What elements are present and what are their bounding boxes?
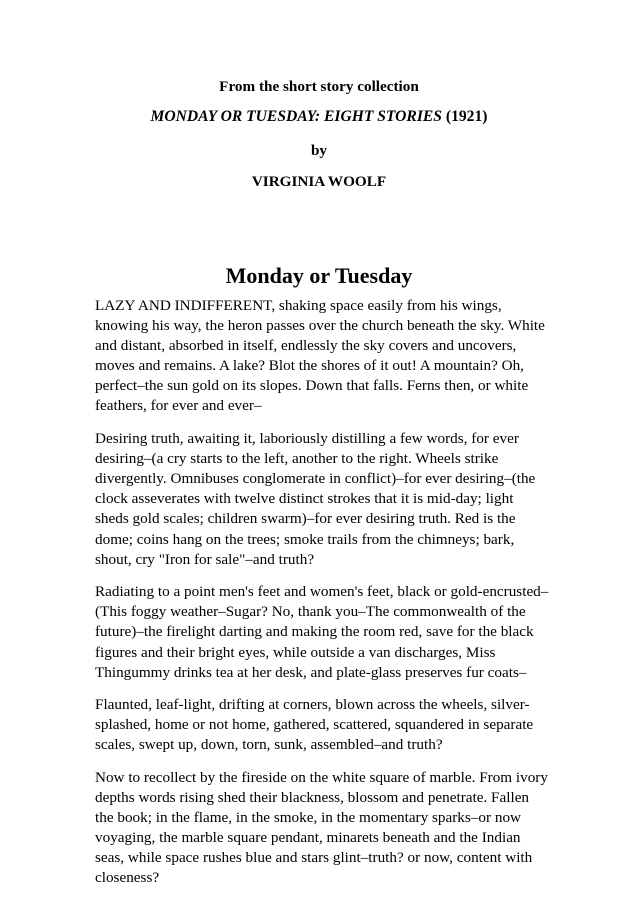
paragraph: Flaunted, leaf-light, drifting at corners, blown across the wheels, silver-splashed, home or not home, gathered, scattered, squandered in separate scales, swept up, down, torn, sunk, assembled–and truth? — [95, 696, 534, 754]
book-title-line — [0, 107, 638, 127]
paragraph: Desiring truth, awaiting it, laboriously distilling a few words, for ever desiring–(a cry starts to the left, another to the right. Wheels strike divergently. Omnibuses conglomerate in conflict)–for ever desiring–(the clock asseverates with twelve distinct strokes that it is mid-day; light sheds gold scales; children swarm)–for ever desiring truth. Red is the dome; coins hang on the trees; smoke trails from the chimneys; bark, shout, cry "Iron for sale"–and truth? — [95, 430, 536, 568]
book-title: MONDAY OR TUESDAY: EIGHT STORIES — [150, 108, 442, 125]
author-name: VIRGINIA WOOLF — [251, 173, 387, 190]
by-line: by — [310, 142, 328, 159]
publication-year: (1921) — [445, 108, 488, 125]
paragraph: Now to recollect by the fireside on the white square of marble. From ivory depths words rising shed their blackness, blossom and penetrate. Fallen the book; in the flame, in the smoke, in the momentary sparks–or now voyaging, the marble square pendant, minarets beneath and the Indian seas, while space rushes blue and stars glint–truth? or now, content with closeness? — [95, 768, 548, 887]
paragraph: LAZY AND INDIFFERENT, shaking space easily from his wings, knowing his way, the heron passes over the church beneath the sky. White and distant, absorbed in itself, endlessly the sky covers and uncovers, moves and remains. A lake? Blot the shores of it out! A mountain? Oh, perfect–the sun gold on its slopes. Down that falls. Ferns then, or white feathers, for ever and ever– — [95, 297, 545, 415]
collection-line: From the short story collection — [219, 78, 419, 95]
story-title: Monday or Tuesday — [225, 263, 413, 288]
paragraph: Radiating to a point men's feet and women's feet, black or gold-encrusted–(This foggy weather–Sugar? No, thank you–The commonwealth of the future)–the firelight darting and making the room red, save for the black figures and their bright eyes, while outside a van discharges, Miss Thingummy drinks tea at her desk, and plate-glass preserves fur coats– — [95, 583, 549, 681]
story-body — [95, 296, 550, 901]
